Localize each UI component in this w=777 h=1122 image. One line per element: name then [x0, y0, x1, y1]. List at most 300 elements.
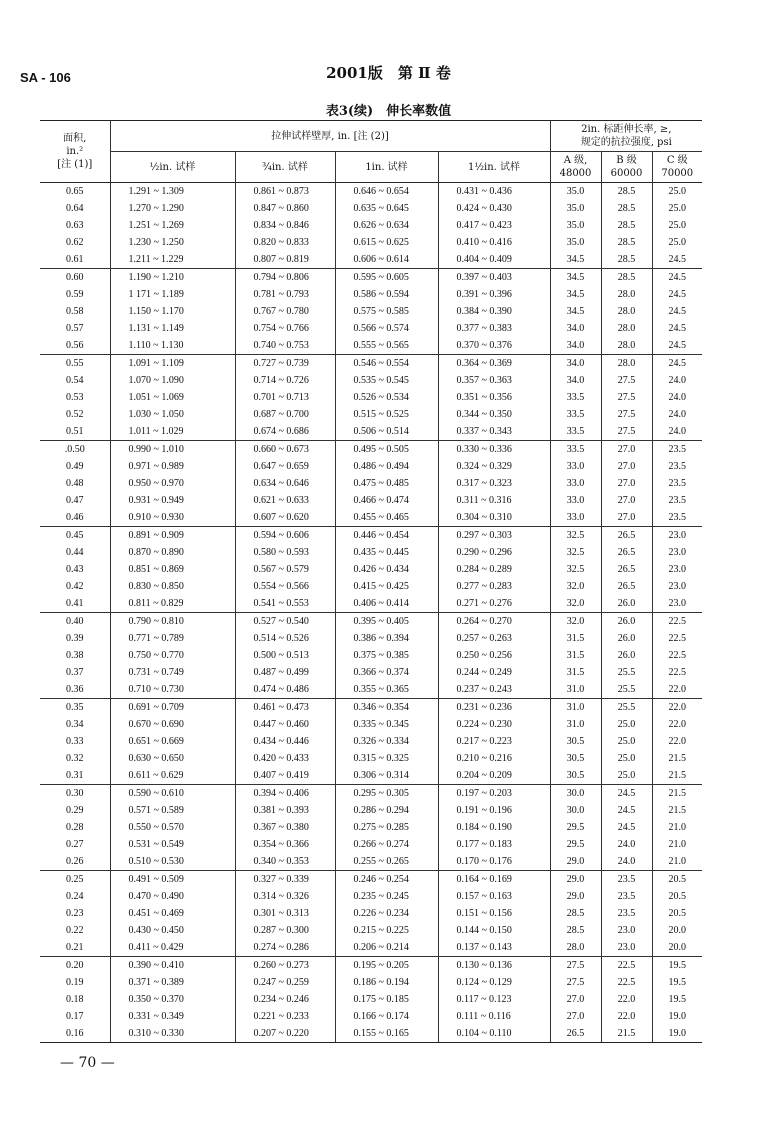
- one-inch-cell: 0.415 ~ 0.425: [335, 578, 438, 595]
- grade-c-cell: 25.0: [652, 183, 702, 201]
- three-quarter-inch-cell: 0.727 ~ 0.739: [235, 355, 335, 373]
- three-quarter-inch-cell: 0.340 ~ 0.353: [235, 853, 335, 871]
- area-cell: 0.40: [66, 616, 84, 627]
- one-inch-cell: 0.535 ~ 0.545: [335, 372, 438, 389]
- one-half-inch-cell: 0.237 ~ 0.243: [438, 681, 550, 699]
- table-row: [40, 492, 702, 509]
- one-inch-cell: 0.426 ~ 0.434: [335, 561, 438, 578]
- one-inch-cell: 0.435 ~ 0.445: [335, 544, 438, 561]
- elongation-table-wrapper: [40, 120, 702, 1043]
- one-inch-cell: 0.555 ~ 0.565: [335, 337, 438, 355]
- three-quarter-inch-cell: 0.834 ~ 0.846: [235, 217, 335, 234]
- table-row: [40, 613, 702, 631]
- half-inch-cell: 1.230 ~ 1.250: [110, 234, 235, 251]
- half-inch-cell: 1.270 ~ 1.290: [110, 200, 235, 217]
- area-cell: 0.55: [66, 358, 84, 369]
- one-half-inch-cell: 0.124 ~ 0.129: [438, 974, 550, 991]
- one-inch-cell: 0.475 ~ 0.485: [335, 475, 438, 492]
- grade-a-cell: 28.5: [550, 922, 601, 939]
- three-quarter-inch-cell: 0.314 ~ 0.326: [235, 888, 335, 905]
- grade-a-cell: 33.5: [550, 441, 601, 459]
- table-row: [40, 423, 702, 441]
- grade-c-cell: 22.5: [652, 647, 702, 664]
- one-half-inch-cell: 0.231 ~ 0.236: [438, 699, 550, 717]
- area-cell: 0.21: [40, 939, 110, 957]
- one-half-inch-cell: 0.417 ~ 0.423: [438, 217, 550, 234]
- grade-c-header: [652, 152, 702, 183]
- area-cell: 0.47: [66, 495, 84, 506]
- grade-c-cell: 22.5: [652, 630, 702, 647]
- area-cell: 0.42: [66, 581, 84, 592]
- half-inch-cell: 1.070 ~ 1.090: [110, 372, 235, 389]
- area-cell: 0.31: [40, 767, 110, 785]
- grade-c-cell: 19.5: [652, 974, 702, 991]
- half-inch-cell: 1.251 ~ 1.269: [110, 217, 235, 234]
- one-half-inch-cell: 0.157 ~ 0.163: [438, 888, 550, 905]
- one-half-inch-cell: 0.271 ~ 0.276: [438, 595, 550, 613]
- grade-a-cell: 29.5: [550, 836, 601, 853]
- three-quarter-inch-cell: 0.621 ~ 0.633: [235, 492, 335, 509]
- grade-b-cell: 26.5: [601, 561, 652, 578]
- grade-c-cell: 25.0: [652, 217, 702, 234]
- one-half-inch-specimen-header: 1½in. 试样: [438, 152, 550, 183]
- three-quarter-inch-cell: 0.820 ~ 0.833: [235, 234, 335, 251]
- grade-a-cell: 33.0: [550, 492, 601, 509]
- one-half-inch-cell: 0.377 ~ 0.383: [438, 320, 550, 337]
- one-inch-cell: 0.175 ~ 0.185: [335, 991, 438, 1008]
- grade-b-cell: 28.5: [601, 269, 652, 287]
- grade-a-cell: 33.5: [550, 423, 601, 441]
- three-quarter-inch-cell: 0.794 ~ 0.806: [235, 269, 335, 287]
- half-inch-cell: 1.291 ~ 1.309: [110, 183, 235, 201]
- grade-b-cell: 25.0: [601, 750, 652, 767]
- grade-a-cell: 34.5: [550, 286, 601, 303]
- grade-a-cell: 35.0: [550, 217, 601, 234]
- half-inch-cell: 0.750 ~ 0.770: [110, 647, 235, 664]
- table-row: [40, 836, 702, 853]
- table-row: [40, 251, 702, 269]
- grade-c-cell: 23.5: [652, 492, 702, 509]
- one-inch-cell: 0.155 ~ 0.165: [335, 1025, 438, 1043]
- three-quarter-inch-cell: 0.687 ~ 0.700: [235, 406, 335, 423]
- grade-b-cell: 26.5: [601, 527, 652, 545]
- grade-b-cell: 24.0: [601, 836, 652, 853]
- area-cell: 0.29: [66, 805, 84, 816]
- table-row: [40, 458, 702, 475]
- area-cell: 0.39: [66, 633, 84, 644]
- grade-a-cell: 29.5: [550, 819, 601, 836]
- three-quarter-inch-cell: 0.807 ~ 0.819: [235, 251, 335, 269]
- grade-b-cell: 27.5: [601, 423, 652, 441]
- grade-c-cell: 24.5: [652, 320, 702, 337]
- half-inch-cell: 0.510 ~ 0.530: [110, 853, 235, 871]
- one-half-inch-cell: 0.197 ~ 0.203: [438, 785, 550, 803]
- one-inch-cell: 0.595 ~ 0.605: [335, 269, 438, 287]
- grade-a-label: A 级,: [563, 155, 588, 166]
- half-inch-cell: 0.870 ~ 0.890: [110, 544, 235, 561]
- area-cell: 0.65: [66, 186, 84, 197]
- area-cell: 0.59: [66, 289, 84, 300]
- grade-b-cell: 23.5: [601, 905, 652, 922]
- grade-b-cell: 24.5: [601, 802, 652, 819]
- half-inch-cell: 0.331 ~ 0.349: [110, 1008, 235, 1025]
- one-inch-cell: 0.326 ~ 0.334: [335, 733, 438, 750]
- table-row: [40, 1008, 702, 1025]
- table-row: [40, 475, 702, 492]
- three-quarter-inch-cell: 0.207 ~ 0.220: [235, 1025, 335, 1043]
- grade-a-cell: 31.0: [550, 699, 601, 717]
- grade-a-cell: 30.5: [550, 733, 601, 750]
- half-inch-cell: 0.371 ~ 0.389: [110, 974, 235, 991]
- grade-a-cell: 34.5: [550, 269, 601, 287]
- table-row: [40, 974, 702, 991]
- area-cell: 0.41: [40, 595, 110, 613]
- one-half-inch-cell: 0.277 ~ 0.283: [438, 578, 550, 595]
- grade-b-cell: 28.0: [601, 320, 652, 337]
- three-quarter-inch-cell: 0.754 ~ 0.766: [235, 320, 335, 337]
- one-inch-cell: 0.375 ~ 0.385: [335, 647, 438, 664]
- one-inch-cell: 0.246 ~ 0.254: [335, 871, 438, 889]
- one-half-inch-cell: 0.324 ~ 0.329: [438, 458, 550, 475]
- area-cell: 0.34: [66, 719, 84, 730]
- half-inch-cell: 0.531 ~ 0.549: [110, 836, 235, 853]
- grade-a-cell: 32.5: [550, 561, 601, 578]
- area-cell: 0.60: [66, 272, 84, 283]
- half-inch-cell: 1.190 ~ 1.210: [110, 269, 235, 287]
- half-inch-cell: 0.590 ~ 0.610: [110, 785, 235, 803]
- table-row: [40, 991, 702, 1008]
- three-quarter-inch-cell: 0.660 ~ 0.673: [235, 441, 335, 459]
- elongation-group-header: [550, 121, 702, 152]
- three-quarter-inch-cell: 0.767 ~ 0.780: [235, 303, 335, 320]
- area-cell: 0.23: [66, 908, 84, 919]
- area-cell: 0.20: [66, 960, 84, 971]
- one-inch-cell: 0.366 ~ 0.374: [335, 664, 438, 681]
- grade-c-cell: 25.0: [652, 234, 702, 251]
- one-inch-cell: 0.495 ~ 0.505: [335, 441, 438, 459]
- one-inch-cell: 0.186 ~ 0.194: [335, 974, 438, 991]
- table-row: [40, 217, 702, 234]
- table-row: [40, 372, 702, 389]
- table-row: [40, 681, 702, 699]
- table-row: [40, 234, 702, 251]
- grade-c-cell: 21.5: [652, 767, 702, 785]
- table-row: [40, 853, 702, 871]
- grade-c-cell: 22.0: [652, 716, 702, 733]
- half-inch-cell: 0.950 ~ 0.970: [110, 475, 235, 492]
- three-quarter-inch-cell: 0.247 ~ 0.259: [235, 974, 335, 991]
- grade-c-cell: 23.0: [652, 595, 702, 613]
- one-inch-cell: 0.395 ~ 0.405: [335, 613, 438, 631]
- one-inch-cell: 0.526 ~ 0.534: [335, 389, 438, 406]
- half-inch-cell: 0.611 ~ 0.629: [110, 767, 235, 785]
- area-cell: 0.27: [66, 839, 84, 850]
- half-inch-cell: 0.451 ~ 0.469: [110, 905, 235, 922]
- grade-a-cell: 28.0: [550, 939, 601, 957]
- grade-c-cell: 23.0: [652, 561, 702, 578]
- three-quarter-inch-cell: 0.634 ~ 0.646: [235, 475, 335, 492]
- three-quarter-inch-cell: 0.541 ~ 0.553: [235, 595, 335, 613]
- one-half-inch-cell: 0.184 ~ 0.190: [438, 819, 550, 836]
- document-code: SA - 106: [20, 70, 71, 85]
- area-cell: 0.17: [66, 1011, 84, 1022]
- grade-b-cell: 25.0: [601, 716, 652, 733]
- table-row: [40, 699, 702, 717]
- three-quarter-inch-cell: 0.714 ~ 0.726: [235, 372, 335, 389]
- three-quarter-inch-cell: 0.274 ~ 0.286: [235, 939, 335, 957]
- grade-b-cell: 23.5: [601, 888, 652, 905]
- one-half-inch-cell: 0.170 ~ 0.176: [438, 853, 550, 871]
- area-cell: 0.45: [66, 530, 84, 541]
- grade-b-label: B 级: [616, 155, 637, 166]
- grade-c-cell: 24.5: [652, 337, 702, 355]
- grade-a-cell: 28.5: [550, 905, 601, 922]
- one-half-inch-cell: 0.344 ~ 0.350: [438, 406, 550, 423]
- grade-c-cell: 19.0: [652, 1025, 702, 1043]
- three-quarter-inch-cell: 0.221 ~ 0.233: [235, 1008, 335, 1025]
- area-cell: 0.64: [66, 203, 84, 214]
- grade-a-cell: 33.0: [550, 458, 601, 475]
- table-row: [40, 957, 702, 975]
- grade-b-cell: 26.5: [601, 544, 652, 561]
- one-half-inch-cell: 0.104 ~ 0.110: [438, 1025, 550, 1043]
- one-half-inch-cell: 0.297 ~ 0.303: [438, 527, 550, 545]
- grade-a-strength: 48000: [559, 168, 592, 179]
- grade-c-cell: 22.0: [652, 733, 702, 750]
- grade-c-cell: 19.0: [652, 1008, 702, 1025]
- grade-b-cell: 24.5: [601, 785, 652, 803]
- table-row: [40, 337, 702, 355]
- one-inch-cell: 0.215 ~ 0.225: [335, 922, 438, 939]
- grade-c-strength: 70000: [661, 168, 694, 179]
- one-inch-cell: 0.286 ~ 0.294: [335, 802, 438, 819]
- one-half-inch-cell: 0.424 ~ 0.430: [438, 200, 550, 217]
- one-inch-cell: 0.515 ~ 0.525: [335, 406, 438, 423]
- grade-c-cell: 19.5: [652, 991, 702, 1008]
- half-inch-cell: 0.310 ~ 0.330: [110, 1025, 235, 1043]
- grade-b-cell: 22.5: [601, 974, 652, 991]
- grade-a-cell: 30.5: [550, 767, 601, 785]
- three-quarter-inch-cell: 0.500 ~ 0.513: [235, 647, 335, 664]
- grade-c-cell: 22.5: [652, 664, 702, 681]
- three-quarter-inch-specimen-header: ¾in. 试样: [235, 152, 335, 183]
- grade-b-cell: 27.0: [601, 492, 652, 509]
- half-inch-cell: 0.470 ~ 0.490: [110, 888, 235, 905]
- three-quarter-inch-cell: 0.461 ~ 0.473: [235, 699, 335, 717]
- grade-b-header: [601, 152, 652, 183]
- grade-c-cell: 23.5: [652, 441, 702, 459]
- grade-a-cell: 30.5: [550, 750, 601, 767]
- one-half-inch-cell: 0.111 ~ 0.116: [438, 1008, 550, 1025]
- one-half-inch-cell: 0.304 ~ 0.310: [438, 509, 550, 527]
- one-inch-cell: 0.295 ~ 0.305: [335, 785, 438, 803]
- one-inch-cell: 0.566 ~ 0.574: [335, 320, 438, 337]
- one-half-inch-cell: 0.191 ~ 0.196: [438, 802, 550, 819]
- three-quarter-inch-cell: 0.287 ~ 0.300: [235, 922, 335, 939]
- table-row: [40, 389, 702, 406]
- area-cell: 0.62: [66, 237, 84, 248]
- table-row: [40, 355, 702, 373]
- grade-a-cell: 27.5: [550, 957, 601, 975]
- three-quarter-inch-cell: 0.487 ~ 0.499: [235, 664, 335, 681]
- three-quarter-inch-cell: 0.234 ~ 0.246: [235, 991, 335, 1008]
- one-half-inch-cell: 0.204 ~ 0.209: [438, 767, 550, 785]
- table-row: [40, 578, 702, 595]
- one-half-inch-cell: 0.337 ~ 0.343: [438, 423, 550, 441]
- grade-b-cell: 28.0: [601, 286, 652, 303]
- table-row: [40, 905, 702, 922]
- grade-c-cell: 21.5: [652, 785, 702, 803]
- table-row: [40, 647, 702, 664]
- grade-b-cell: 25.5: [601, 664, 652, 681]
- one-inch-specimen-header: 1in. 试样: [335, 152, 438, 183]
- three-quarter-inch-cell: 0.354 ~ 0.366: [235, 836, 335, 853]
- table-row: [40, 819, 702, 836]
- table-row: [40, 922, 702, 939]
- table-row: [40, 320, 702, 337]
- three-quarter-inch-cell: 0.394 ~ 0.406: [235, 785, 335, 803]
- table-row: [40, 733, 702, 750]
- area-cell: 0.26: [40, 853, 110, 871]
- area-cell: 0.46: [40, 509, 110, 527]
- half-inch-cell: 1.211 ~ 1.229: [110, 251, 235, 269]
- three-quarter-inch-cell: 0.447 ~ 0.460: [235, 716, 335, 733]
- elongation-header-line2: 规定的抗拉强度, psi: [580, 137, 672, 148]
- area-cell: 0.61: [40, 251, 110, 269]
- table-row: [40, 802, 702, 819]
- grade-a-cell: 31.0: [550, 716, 601, 733]
- one-half-inch-cell: 0.404 ~ 0.409: [438, 251, 550, 269]
- area-cell: .0.50: [64, 444, 85, 455]
- table-row: [40, 406, 702, 423]
- grade-c-cell: 21.5: [652, 750, 702, 767]
- grade-a-cell: 34.0: [550, 355, 601, 373]
- area-cell: 0.58: [66, 306, 84, 317]
- one-half-inch-cell: 0.130 ~ 0.136: [438, 957, 550, 975]
- one-half-inch-cell: 0.290 ~ 0.296: [438, 544, 550, 561]
- grade-c-cell: 24.5: [652, 286, 702, 303]
- grade-a-cell: 30.0: [550, 802, 601, 819]
- grade-c-cell: 22.5: [652, 613, 702, 631]
- grade-a-cell: 32.5: [550, 544, 601, 561]
- table-row: [40, 871, 702, 889]
- one-inch-cell: 0.355 ~ 0.365: [335, 681, 438, 699]
- table-row: [40, 269, 702, 287]
- grade-a-cell: 31.5: [550, 664, 601, 681]
- one-inch-cell: 0.235 ~ 0.245: [335, 888, 438, 905]
- grade-a-cell: 29.0: [550, 871, 601, 889]
- grade-a-cell: 32.0: [550, 578, 601, 595]
- three-quarter-inch-cell: 0.327 ~ 0.339: [235, 871, 335, 889]
- grade-c-cell: 20.5: [652, 905, 702, 922]
- table-row: [40, 630, 702, 647]
- area-cell: 0.52: [66, 409, 84, 420]
- half-inch-cell: 0.731 ~ 0.749: [110, 664, 235, 681]
- page-number: — 70 —: [60, 1055, 115, 1071]
- grade-b-cell: 21.5: [601, 1025, 652, 1043]
- three-quarter-inch-cell: 0.434 ~ 0.446: [235, 733, 335, 750]
- one-inch-cell: 0.346 ~ 0.354: [335, 699, 438, 717]
- one-half-inch-cell: 0.364 ~ 0.369: [438, 355, 550, 373]
- half-inch-cell: 1.030 ~ 1.050: [110, 406, 235, 423]
- one-half-inch-cell: 0.384 ~ 0.390: [438, 303, 550, 320]
- grade-a-cell: 27.5: [550, 974, 601, 991]
- one-half-inch-cell: 0.410 ~ 0.416: [438, 234, 550, 251]
- area-cell: 0.24: [66, 891, 84, 902]
- grade-b-cell: 28.5: [601, 200, 652, 217]
- three-quarter-inch-cell: 0.420 ~ 0.433: [235, 750, 335, 767]
- grade-a-cell: 26.5: [550, 1025, 601, 1043]
- table-row: [40, 664, 702, 681]
- grade-c-cell: 20.5: [652, 888, 702, 905]
- table-row: [40, 544, 702, 561]
- grade-b-cell: 27.0: [601, 458, 652, 475]
- half-inch-cell: 0.430 ~ 0.450: [110, 922, 235, 939]
- grade-a-cell: 34.5: [550, 303, 601, 320]
- area-cell: 0.19: [66, 977, 84, 988]
- grade-c-label: C 级: [666, 155, 688, 166]
- area-cell: 0.38: [66, 650, 84, 661]
- area-cell: 0.43: [66, 564, 84, 575]
- three-quarter-inch-cell: 0.260 ~ 0.273: [235, 957, 335, 975]
- three-quarter-inch-cell: 0.580 ~ 0.593: [235, 544, 335, 561]
- area-header-line1: 面积,: [63, 133, 87, 144]
- grade-a-cell: 35.0: [550, 234, 601, 251]
- grade-b-cell: 22.0: [601, 991, 652, 1008]
- table-row: [40, 1025, 702, 1043]
- one-inch-cell: 0.455 ~ 0.465: [335, 509, 438, 527]
- grade-c-cell: 21.5: [652, 802, 702, 819]
- one-half-inch-cell: 0.117 ~ 0.123: [438, 991, 550, 1008]
- one-inch-cell: 0.486 ~ 0.494: [335, 458, 438, 475]
- three-quarter-inch-cell: 0.740 ~ 0.753: [235, 337, 335, 355]
- table-title: 表3(续) 伸长率数值: [325, 104, 452, 119]
- grade-c-cell: 22.0: [652, 681, 702, 699]
- grade-a-cell: 27.0: [550, 991, 601, 1008]
- half-inch-cell: 0.550 ~ 0.570: [110, 819, 235, 836]
- one-half-inch-cell: 0.217 ~ 0.223: [438, 733, 550, 750]
- half-inch-cell: 0.630 ~ 0.650: [110, 750, 235, 767]
- area-header-line2: in.²: [66, 146, 84, 157]
- table-row: [40, 561, 702, 578]
- grade-c-cell: 21.0: [652, 836, 702, 853]
- table-row: [40, 509, 702, 527]
- half-inch-cell: 0.811 ~ 0.829: [110, 595, 235, 613]
- grade-b-cell: 25.5: [601, 681, 652, 699]
- grade-c-cell: 24.5: [652, 303, 702, 320]
- half-inch-cell: 1.150 ~ 1.170: [110, 303, 235, 320]
- three-quarter-inch-cell: 0.647 ~ 0.659: [235, 458, 335, 475]
- edition-header: 2001版 第 Ⅱ 卷: [326, 64, 451, 82]
- one-inch-cell: 0.506 ~ 0.514: [335, 423, 438, 441]
- grade-a-cell: 33.5: [550, 406, 601, 423]
- one-inch-cell: 0.386 ~ 0.394: [335, 630, 438, 647]
- area-cell: 0.28: [66, 822, 84, 833]
- grade-c-cell: 23.5: [652, 509, 702, 527]
- half-inch-cell: 1.131 ~ 1.149: [110, 320, 235, 337]
- one-inch-cell: 0.575 ~ 0.585: [335, 303, 438, 320]
- grade-c-cell: 20.0: [652, 939, 702, 957]
- one-inch-cell: 0.635 ~ 0.645: [335, 200, 438, 217]
- grade-c-cell: 23.0: [652, 527, 702, 545]
- area-cell: 0.57: [66, 323, 84, 334]
- grade-c-cell: 24.0: [652, 389, 702, 406]
- grade-a-cell: 27.0: [550, 1008, 601, 1025]
- grade-b-cell: 26.0: [601, 647, 652, 664]
- table-row: [40, 183, 702, 201]
- one-inch-cell: 0.315 ~ 0.325: [335, 750, 438, 767]
- one-half-inch-cell: 0.330 ~ 0.336: [438, 441, 550, 459]
